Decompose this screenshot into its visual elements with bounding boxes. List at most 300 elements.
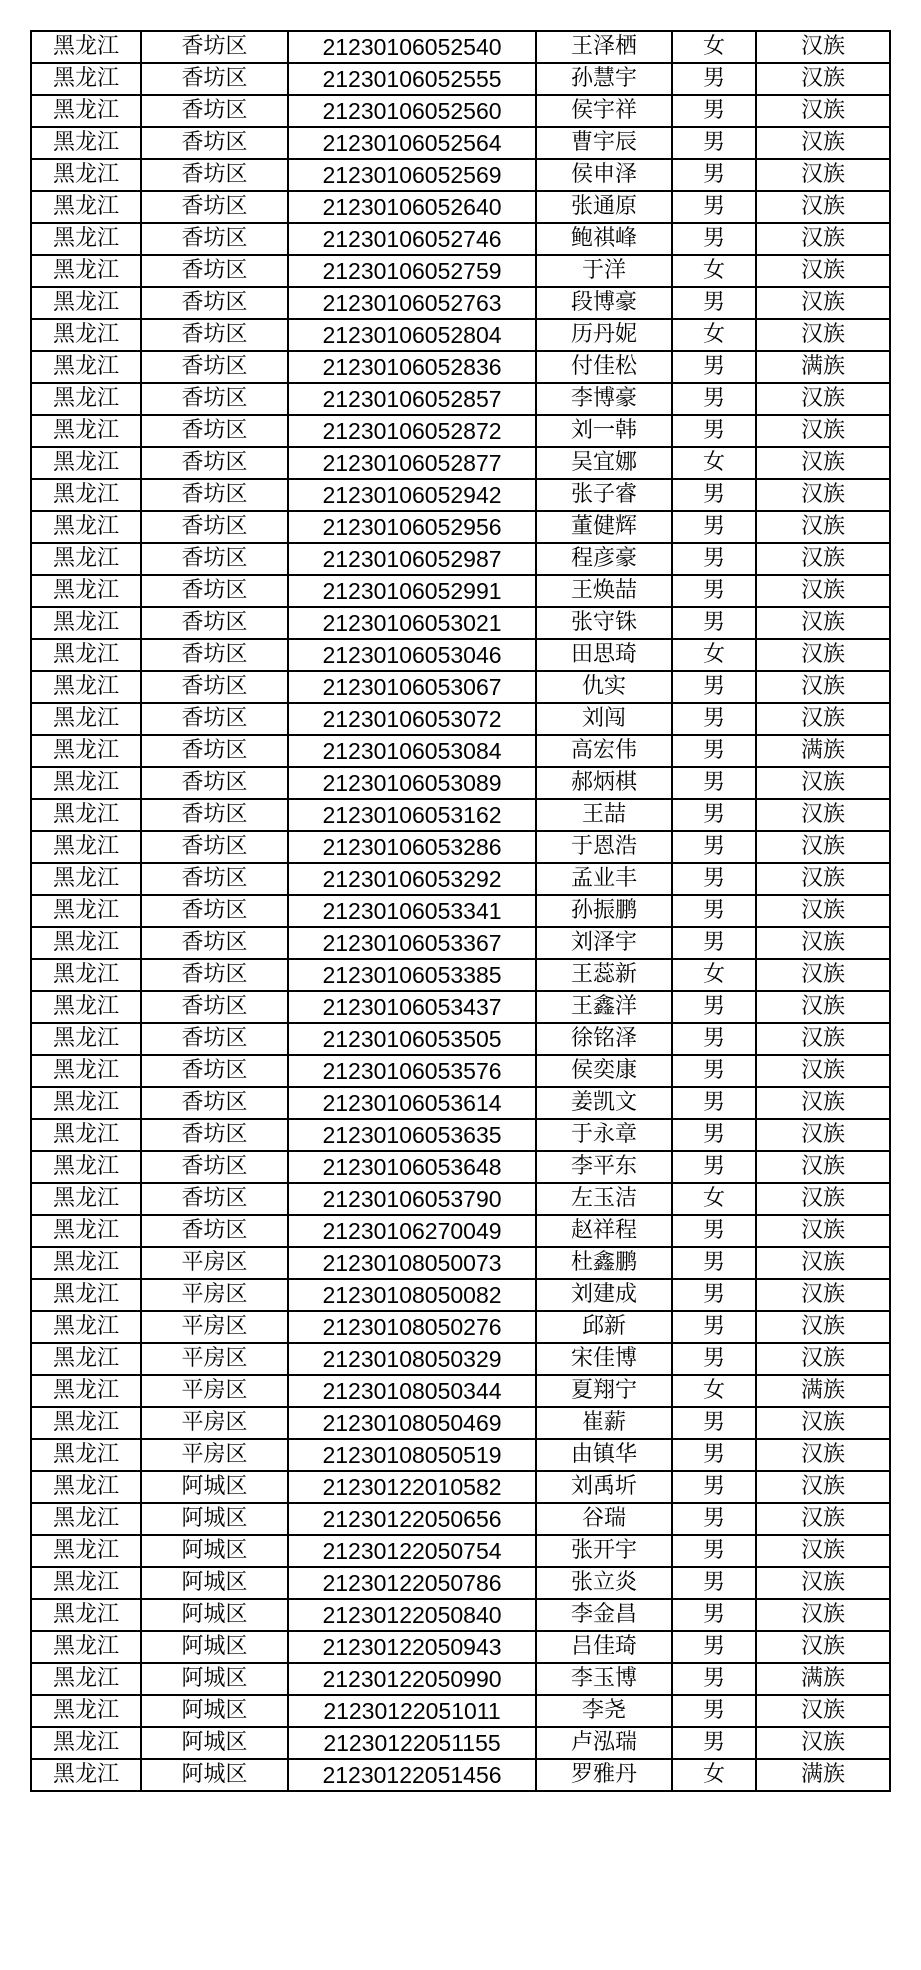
province-cell: 黑龙江	[31, 383, 141, 415]
district-cell: 香坊区	[141, 863, 288, 895]
exam-id-cell: 21230106053367	[288, 927, 536, 959]
district-cell: 香坊区	[141, 191, 288, 223]
gender-cell: 男	[672, 63, 756, 95]
province-cell: 黑龙江	[31, 1343, 141, 1375]
ethnicity-cell: 汉族	[756, 95, 890, 127]
gender-cell: 男	[672, 703, 756, 735]
ethnicity-cell: 汉族	[756, 831, 890, 863]
district-cell: 香坊区	[141, 415, 288, 447]
district-cell: 香坊区	[141, 639, 288, 671]
exam-id-cell: 21230108050073	[288, 1247, 536, 1279]
province-cell: 黑龙江	[31, 1087, 141, 1119]
gender-cell: 女	[672, 959, 756, 991]
ethnicity-cell: 汉族	[756, 927, 890, 959]
district-cell: 香坊区	[141, 319, 288, 351]
ethnicity-cell: 汉族	[756, 607, 890, 639]
table-row	[31, 95, 890, 127]
table-row	[31, 895, 890, 927]
table-row	[31, 63, 890, 95]
ethnicity-cell: 满族	[756, 1663, 890, 1695]
gender-cell: 男	[672, 1567, 756, 1599]
name-cell: 鲍祺峰	[536, 223, 672, 255]
province-cell: 黑龙江	[31, 1567, 141, 1599]
name-cell: 刘建成	[536, 1279, 672, 1311]
exam-id-cell: 21230108050469	[288, 1407, 536, 1439]
table-row	[31, 1055, 890, 1087]
gender-cell: 男	[672, 511, 756, 543]
gender-cell: 男	[672, 1471, 756, 1503]
exam-id-cell: 21230122050754	[288, 1535, 536, 1567]
gender-cell: 女	[672, 255, 756, 287]
ethnicity-cell: 满族	[756, 1759, 890, 1791]
province-cell: 黑龙江	[31, 1631, 141, 1663]
district-cell: 阿城区	[141, 1471, 288, 1503]
ethnicity-cell: 汉族	[756, 1599, 890, 1631]
name-cell: 张守铢	[536, 607, 672, 639]
exam-id-cell: 21230106053576	[288, 1055, 536, 1087]
table-row	[31, 479, 890, 511]
gender-cell: 男	[672, 543, 756, 575]
gender-cell: 女	[672, 639, 756, 671]
exam-id-cell: 21230106053505	[288, 1023, 536, 1055]
gender-cell: 男	[672, 767, 756, 799]
exam-id-cell: 21230106052857	[288, 383, 536, 415]
table-row	[31, 1535, 890, 1567]
gender-cell: 男	[672, 575, 756, 607]
ethnicity-cell: 汉族	[756, 1567, 890, 1599]
table-row	[31, 607, 890, 639]
district-cell: 香坊区	[141, 95, 288, 127]
table-row	[31, 1727, 890, 1759]
gender-cell: 男	[672, 415, 756, 447]
exam-id-cell: 21230106053648	[288, 1151, 536, 1183]
exam-id-cell: 21230106052836	[288, 351, 536, 383]
table-row	[31, 799, 890, 831]
province-cell: 黑龙江	[31, 831, 141, 863]
province-cell: 黑龙江	[31, 1151, 141, 1183]
district-cell: 香坊区	[141, 607, 288, 639]
district-cell: 香坊区	[141, 543, 288, 575]
gender-cell: 女	[672, 1759, 756, 1791]
district-cell: 阿城区	[141, 1535, 288, 1567]
gender-cell: 男	[672, 895, 756, 927]
name-cell: 张通原	[536, 191, 672, 223]
gender-cell: 男	[672, 1023, 756, 1055]
province-cell: 黑龙江	[31, 1663, 141, 1695]
district-cell: 香坊区	[141, 1183, 288, 1215]
table-row	[31, 1119, 890, 1151]
province-cell: 黑龙江	[31, 1599, 141, 1631]
province-cell: 黑龙江	[31, 1247, 141, 1279]
province-cell: 黑龙江	[31, 255, 141, 287]
gender-cell: 男	[672, 1407, 756, 1439]
exam-id-cell: 21230106053162	[288, 799, 536, 831]
exam-id-cell: 21230106052991	[288, 575, 536, 607]
name-cell: 历丹妮	[536, 319, 672, 351]
gender-cell: 男	[672, 127, 756, 159]
ethnicity-cell: 汉族	[756, 991, 890, 1023]
province-cell: 黑龙江	[31, 543, 141, 575]
district-cell: 平房区	[141, 1375, 288, 1407]
table-row	[31, 1311, 890, 1343]
roster-table	[30, 30, 891, 1792]
province-cell: 黑龙江	[31, 1215, 141, 1247]
district-cell: 香坊区	[141, 223, 288, 255]
exam-id-cell: 21230122010582	[288, 1471, 536, 1503]
exam-id-cell: 21230106053084	[288, 735, 536, 767]
province-cell: 黑龙江	[31, 895, 141, 927]
exam-id-cell: 21230106052942	[288, 479, 536, 511]
district-cell: 香坊区	[141, 767, 288, 799]
gender-cell: 男	[672, 863, 756, 895]
ethnicity-cell: 汉族	[756, 1535, 890, 1567]
ethnicity-cell: 汉族	[756, 1311, 890, 1343]
gender-cell: 男	[672, 831, 756, 863]
exam-id-cell: 21230106053635	[288, 1119, 536, 1151]
exam-id-cell: 21230106053067	[288, 671, 536, 703]
district-cell: 阿城区	[141, 1631, 288, 1663]
ethnicity-cell: 汉族	[756, 1343, 890, 1375]
district-cell: 阿城区	[141, 1727, 288, 1759]
exam-id-cell: 21230106053614	[288, 1087, 536, 1119]
exam-id-cell: 21230106053292	[288, 863, 536, 895]
ethnicity-cell: 汉族	[756, 1727, 890, 1759]
ethnicity-cell: 汉族	[756, 191, 890, 223]
gender-cell: 男	[672, 287, 756, 319]
province-cell: 黑龙江	[31, 223, 141, 255]
gender-cell: 男	[672, 223, 756, 255]
table-row	[31, 159, 890, 191]
gender-cell: 男	[672, 991, 756, 1023]
exam-id-cell: 21230106053089	[288, 767, 536, 799]
ethnicity-cell: 汉族	[756, 159, 890, 191]
province-cell: 黑龙江	[31, 1055, 141, 1087]
province-cell: 黑龙江	[31, 1023, 141, 1055]
gender-cell: 男	[672, 1055, 756, 1087]
district-cell: 香坊区	[141, 1087, 288, 1119]
ethnicity-cell: 汉族	[756, 703, 890, 735]
table-row	[31, 639, 890, 671]
gender-cell: 男	[672, 1119, 756, 1151]
table-row	[31, 1151, 890, 1183]
table-row	[31, 543, 890, 575]
ethnicity-cell: 汉族	[756, 1631, 890, 1663]
gender-cell: 男	[672, 799, 756, 831]
table-row	[31, 767, 890, 799]
ethnicity-cell: 汉族	[756, 1247, 890, 1279]
table-row	[31, 959, 890, 991]
province-cell: 黑龙江	[31, 1439, 141, 1471]
name-cell: 王蕊新	[536, 959, 672, 991]
exam-id-cell: 21230106052759	[288, 255, 536, 287]
district-cell: 香坊区	[141, 127, 288, 159]
ethnicity-cell: 汉族	[756, 63, 890, 95]
exam-id-cell: 21230122050943	[288, 1631, 536, 1663]
gender-cell: 男	[672, 383, 756, 415]
gender-cell: 男	[672, 1503, 756, 1535]
ethnicity-cell: 汉族	[756, 1407, 890, 1439]
name-cell: 刘泽宇	[536, 927, 672, 959]
name-cell: 王鑫洋	[536, 991, 672, 1023]
exam-id-cell: 21230108050519	[288, 1439, 536, 1471]
table-row	[31, 1759, 890, 1791]
exam-id-cell: 21230122051155	[288, 1727, 536, 1759]
exam-id-cell: 21230122050840	[288, 1599, 536, 1631]
table-row	[31, 255, 890, 287]
province-cell: 黑龙江	[31, 319, 141, 351]
province-cell: 黑龙江	[31, 1407, 141, 1439]
table-row	[31, 1599, 890, 1631]
name-cell: 王喆	[536, 799, 672, 831]
name-cell: 孙振鹏	[536, 895, 672, 927]
gender-cell: 男	[672, 1279, 756, 1311]
exam-id-cell: 21230106053790	[288, 1183, 536, 1215]
exam-id-cell: 21230108050329	[288, 1343, 536, 1375]
district-cell: 香坊区	[141, 31, 288, 63]
name-cell: 孟业丰	[536, 863, 672, 895]
name-cell: 张子睿	[536, 479, 672, 511]
ethnicity-cell: 汉族	[756, 1439, 890, 1471]
name-cell: 刘闯	[536, 703, 672, 735]
name-cell: 由镇华	[536, 1439, 672, 1471]
table-row	[31, 287, 890, 319]
province-cell: 黑龙江	[31, 1311, 141, 1343]
district-cell: 香坊区	[141, 479, 288, 511]
district-cell: 香坊区	[141, 959, 288, 991]
gender-cell: 男	[672, 1695, 756, 1727]
ethnicity-cell: 汉族	[756, 959, 890, 991]
district-cell: 香坊区	[141, 351, 288, 383]
ethnicity-cell: 满族	[756, 1375, 890, 1407]
name-cell: 姜凯文	[536, 1087, 672, 1119]
ethnicity-cell: 汉族	[756, 1503, 890, 1535]
gender-cell: 女	[672, 319, 756, 351]
district-cell: 香坊区	[141, 511, 288, 543]
province-cell: 黑龙江	[31, 351, 141, 383]
name-cell: 董健辉	[536, 511, 672, 543]
exam-id-cell: 21230106052555	[288, 63, 536, 95]
name-cell: 付佳松	[536, 351, 672, 383]
ethnicity-cell: 汉族	[756, 127, 890, 159]
province-cell: 黑龙江	[31, 1279, 141, 1311]
name-cell: 罗雅丹	[536, 1759, 672, 1791]
table-row	[31, 1183, 890, 1215]
gender-cell: 男	[672, 1215, 756, 1247]
exam-id-cell: 21230106052956	[288, 511, 536, 543]
ethnicity-cell: 汉族	[756, 863, 890, 895]
district-cell: 香坊区	[141, 799, 288, 831]
name-cell: 李博豪	[536, 383, 672, 415]
exam-id-cell: 21230106053021	[288, 607, 536, 639]
gender-cell: 男	[672, 1151, 756, 1183]
table-row	[31, 1215, 890, 1247]
district-cell: 平房区	[141, 1343, 288, 1375]
exam-id-cell: 21230122051456	[288, 1759, 536, 1791]
district-cell: 香坊区	[141, 1215, 288, 1247]
table-row	[31, 351, 890, 383]
exam-id-cell: 21230122051011	[288, 1695, 536, 1727]
ethnicity-cell: 汉族	[756, 31, 890, 63]
table-row	[31, 1087, 890, 1119]
name-cell: 于恩浩	[536, 831, 672, 863]
district-cell: 香坊区	[141, 1151, 288, 1183]
roster-table-body	[31, 31, 890, 1791]
district-cell: 香坊区	[141, 671, 288, 703]
province-cell: 黑龙江	[31, 767, 141, 799]
ethnicity-cell: 汉族	[756, 767, 890, 799]
exam-id-cell: 21230106052804	[288, 319, 536, 351]
table-row	[31, 223, 890, 255]
name-cell: 卢泓瑞	[536, 1727, 672, 1759]
ethnicity-cell: 汉族	[756, 543, 890, 575]
district-cell: 阿城区	[141, 1759, 288, 1791]
name-cell: 李平东	[536, 1151, 672, 1183]
name-cell: 李金昌	[536, 1599, 672, 1631]
table-row	[31, 1343, 890, 1375]
ethnicity-cell: 汉族	[756, 1055, 890, 1087]
ethnicity-cell: 汉族	[756, 319, 890, 351]
district-cell: 平房区	[141, 1407, 288, 1439]
gender-cell: 男	[672, 1663, 756, 1695]
table-row	[31, 383, 890, 415]
province-cell: 黑龙江	[31, 1119, 141, 1151]
table-row	[31, 863, 890, 895]
province-cell: 黑龙江	[31, 1695, 141, 1727]
gender-cell: 女	[672, 1375, 756, 1407]
ethnicity-cell: 汉族	[756, 1151, 890, 1183]
table-row	[31, 319, 890, 351]
ethnicity-cell: 汉族	[756, 895, 890, 927]
name-cell: 王焕喆	[536, 575, 672, 607]
province-cell: 黑龙江	[31, 1727, 141, 1759]
exam-id-cell: 21230106052564	[288, 127, 536, 159]
ethnicity-cell: 汉族	[756, 1279, 890, 1311]
district-cell: 香坊区	[141, 895, 288, 927]
district-cell: 香坊区	[141, 1055, 288, 1087]
province-cell: 黑龙江	[31, 127, 141, 159]
name-cell: 夏翔宁	[536, 1375, 672, 1407]
district-cell: 阿城区	[141, 1567, 288, 1599]
ethnicity-cell: 汉族	[756, 639, 890, 671]
ethnicity-cell: 汉族	[756, 479, 890, 511]
ethnicity-cell: 汉族	[756, 415, 890, 447]
table-row	[31, 991, 890, 1023]
ethnicity-cell: 汉族	[756, 1695, 890, 1727]
table-row	[31, 1471, 890, 1503]
district-cell: 香坊区	[141, 255, 288, 287]
name-cell: 段博豪	[536, 287, 672, 319]
ethnicity-cell: 汉族	[756, 1023, 890, 1055]
table-row	[31, 1439, 890, 1471]
district-cell: 阿城区	[141, 1695, 288, 1727]
province-cell: 黑龙江	[31, 479, 141, 511]
district-cell: 平房区	[141, 1279, 288, 1311]
name-cell: 赵祥程	[536, 1215, 672, 1247]
district-cell: 香坊区	[141, 1023, 288, 1055]
ethnicity-cell: 汉族	[756, 447, 890, 479]
name-cell: 吕佳琦	[536, 1631, 672, 1663]
name-cell: 侯宇祥	[536, 95, 672, 127]
province-cell: 黑龙江	[31, 95, 141, 127]
gender-cell: 男	[672, 735, 756, 767]
gender-cell: 男	[672, 1247, 756, 1279]
province-cell: 黑龙江	[31, 31, 141, 63]
exam-id-cell: 21230106052872	[288, 415, 536, 447]
name-cell: 郝炳棋	[536, 767, 672, 799]
gender-cell: 男	[672, 1343, 756, 1375]
province-cell: 黑龙江	[31, 575, 141, 607]
district-cell: 香坊区	[141, 63, 288, 95]
province-cell: 黑龙江	[31, 191, 141, 223]
gender-cell: 男	[672, 1631, 756, 1663]
name-cell: 曹宇辰	[536, 127, 672, 159]
exam-id-cell: 21230106052763	[288, 287, 536, 319]
district-cell: 阿城区	[141, 1503, 288, 1535]
table-row	[31, 1503, 890, 1535]
exam-id-cell: 21230106053286	[288, 831, 536, 863]
exam-id-cell: 21230106052746	[288, 223, 536, 255]
name-cell: 徐铭泽	[536, 1023, 672, 1055]
gender-cell: 男	[672, 1311, 756, 1343]
exam-id-cell: 21230106052987	[288, 543, 536, 575]
ethnicity-cell: 汉族	[756, 511, 890, 543]
province-cell: 黑龙江	[31, 1183, 141, 1215]
province-cell: 黑龙江	[31, 447, 141, 479]
table-row	[31, 511, 890, 543]
province-cell: 黑龙江	[31, 1471, 141, 1503]
ethnicity-cell: 满族	[756, 735, 890, 767]
table-row	[31, 671, 890, 703]
exam-id-cell: 21230122050990	[288, 1663, 536, 1695]
province-cell: 黑龙江	[31, 1375, 141, 1407]
name-cell: 左玉洁	[536, 1183, 672, 1215]
province-cell: 黑龙江	[31, 863, 141, 895]
name-cell: 张立炎	[536, 1567, 672, 1599]
province-cell: 黑龙江	[31, 703, 141, 735]
district-cell: 阿城区	[141, 1599, 288, 1631]
name-cell: 刘禹圻	[536, 1471, 672, 1503]
gender-cell: 男	[672, 479, 756, 511]
exam-id-cell: 21230106053437	[288, 991, 536, 1023]
name-cell: 孙慧宇	[536, 63, 672, 95]
exam-id-cell: 21230106052640	[288, 191, 536, 223]
district-cell: 香坊区	[141, 1119, 288, 1151]
gender-cell: 男	[672, 95, 756, 127]
province-cell: 黑龙江	[31, 1535, 141, 1567]
table-row	[31, 415, 890, 447]
district-cell: 香坊区	[141, 575, 288, 607]
exam-id-cell: 21230106053046	[288, 639, 536, 671]
gender-cell: 男	[672, 671, 756, 703]
name-cell: 张开宇	[536, 1535, 672, 1567]
gender-cell: 男	[672, 607, 756, 639]
exam-id-cell: 21230108050344	[288, 1375, 536, 1407]
exam-id-cell: 21230122050656	[288, 1503, 536, 1535]
ethnicity-cell: 汉族	[756, 799, 890, 831]
table-row	[31, 735, 890, 767]
name-cell: 仇实	[536, 671, 672, 703]
name-cell: 高宏伟	[536, 735, 672, 767]
ethnicity-cell: 汉族	[756, 575, 890, 607]
province-cell: 黑龙江	[31, 287, 141, 319]
exam-id-cell: 21230108050276	[288, 1311, 536, 1343]
name-cell: 刘一韩	[536, 415, 672, 447]
table-row	[31, 1407, 890, 1439]
exam-id-cell: 21230106052877	[288, 447, 536, 479]
ethnicity-cell: 汉族	[756, 383, 890, 415]
name-cell: 谷瑞	[536, 1503, 672, 1535]
district-cell: 平房区	[141, 1247, 288, 1279]
